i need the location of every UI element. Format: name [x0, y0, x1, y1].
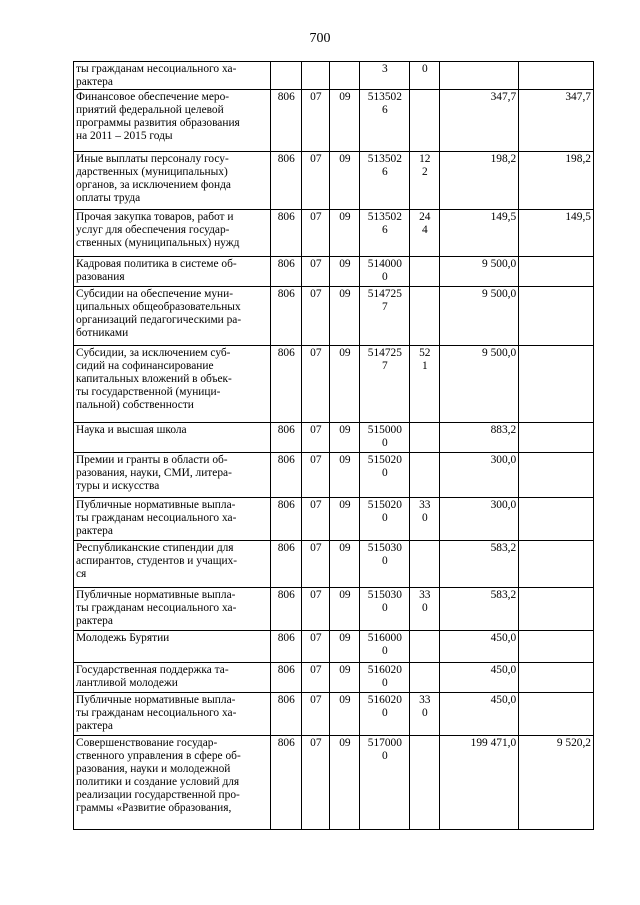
amount-cell-text: 450,0 — [490, 632, 517, 644]
subsection-code-cell — [330, 287, 360, 346]
section-code-cell — [302, 287, 330, 346]
expense-type-code-cell-text: 52 1 — [419, 347, 431, 372]
item-name-cell-text: ты гражданам несоциального ха- рактера — [76, 63, 237, 88]
subsection-code-cell — [330, 631, 360, 663]
table-row — [74, 541, 594, 588]
target-item-code-cell — [360, 736, 410, 830]
expense-type-code-cell-text: 0 — [421, 63, 428, 75]
item-name-cell-text: Премии и гранты в области об- разования, науки, СМИ, литера- туры и искусства — [76, 454, 232, 492]
table-row — [74, 453, 594, 498]
expense-type-code-cell — [410, 736, 440, 830]
item-name-cell — [74, 423, 271, 453]
expense-type-code-cell — [410, 498, 440, 541]
target-item-code-cell — [360, 287, 410, 346]
section-code-cell — [302, 631, 330, 663]
section-code-cell — [302, 210, 330, 257]
amount-cell — [440, 90, 519, 152]
table-row — [74, 693, 594, 736]
amount-cell — [440, 210, 519, 257]
expense-type-code-cell-text: 33 0 — [419, 499, 431, 524]
item-name-cell-text: Субсидии на обеспечение муни- ципальных общеобразовательных организаций педагогическими ра- ботниками — [76, 288, 242, 339]
expense-type-code-cell — [410, 90, 440, 152]
item-name-cell — [74, 541, 271, 588]
target-item-code-cell — [360, 90, 410, 152]
ministry-code-cell — [271, 90, 302, 152]
expense-type-code-cell — [410, 287, 440, 346]
item-name-cell-text: Совершенствование государ- ственного управления в сфере об- разования, науки и молодежной политики и создание условий для реализации государственной про- граммы «Развитие образования, — [76, 737, 241, 814]
subsection-code-cell — [330, 346, 360, 423]
amount-federal-cell — [519, 498, 594, 541]
item-name-cell — [74, 152, 271, 210]
section-code-cell — [302, 693, 330, 736]
target-item-code-cell-text: 514725 7 — [367, 347, 402, 372]
amount-cell — [440, 663, 519, 693]
amount-cell — [440, 62, 519, 90]
ministry-code-cell — [271, 498, 302, 541]
section-code-cell-text: 07 — [310, 258, 322, 270]
table-row — [74, 257, 594, 287]
ministry-code-cell — [271, 631, 302, 663]
subsection-code-cell-text: 09 — [339, 288, 351, 300]
section-code-cell-text: 07 — [310, 737, 322, 749]
subsection-code-cell — [330, 541, 360, 588]
expense-type-code-cell — [410, 663, 440, 693]
expense-type-code-cell — [410, 541, 440, 588]
section-code-cell-text: 07 — [310, 347, 322, 359]
section-code-cell — [302, 423, 330, 453]
target-item-code-cell — [360, 210, 410, 257]
amount-federal-cell-text: 9 520,2 — [556, 737, 591, 749]
ministry-code-cell-text: 806 — [277, 258, 295, 270]
amount-federal-cell-text: 347,7 — [565, 91, 591, 103]
table-row — [74, 588, 594, 631]
amount-cell — [440, 453, 519, 498]
ministry-code-cell — [271, 346, 302, 423]
target-item-code-cell-text: 513502 6 — [367, 211, 402, 236]
budget-table — [73, 61, 594, 830]
ministry-code-cell — [271, 588, 302, 631]
amount-federal-cell — [519, 453, 594, 498]
amount-cell — [440, 346, 519, 423]
item-name-cell — [74, 90, 271, 152]
amount-cell-text: 9 500,0 — [482, 288, 517, 300]
subsection-code-cell-text: 09 — [339, 632, 351, 644]
amount-federal-cell — [519, 736, 594, 830]
amount-cell — [440, 693, 519, 736]
target-item-code-cell-text: 515000 0 — [367, 424, 402, 449]
section-code-cell — [302, 541, 330, 588]
item-name-cell-text: Наука и высшая школа — [76, 424, 187, 436]
table-row — [74, 90, 594, 152]
section-code-cell-text: 07 — [310, 91, 322, 103]
amount-federal-cell — [519, 90, 594, 152]
amount-federal-cell-text: 198,2 — [565, 153, 591, 165]
item-name-cell-text: Публичные нормативные выпла- ты гражданам несоциального ха- рактера — [76, 589, 237, 627]
expense-type-code-cell — [410, 693, 440, 736]
target-item-code-cell-text: 514725 7 — [367, 288, 402, 313]
item-name-cell — [74, 62, 271, 90]
target-item-code-cell-text: 513502 6 — [367, 91, 402, 116]
ministry-code-cell — [271, 663, 302, 693]
target-item-code-cell-text: 516000 0 — [367, 632, 402, 657]
expense-type-code-cell — [410, 152, 440, 210]
item-name-cell — [74, 588, 271, 631]
subsection-code-cell — [330, 423, 360, 453]
amount-federal-cell — [519, 152, 594, 210]
section-code-cell-text: 07 — [310, 211, 322, 223]
amount-cell — [440, 736, 519, 830]
amount-federal-cell — [519, 693, 594, 736]
section-code-cell-text: 07 — [310, 454, 322, 466]
ministry-code-cell-text: 806 — [277, 91, 295, 103]
table-row — [74, 736, 594, 830]
amount-federal-cell-text: 149,5 — [565, 211, 591, 223]
section-code-cell-text: 07 — [310, 424, 322, 436]
subsection-code-cell-text: 09 — [339, 499, 351, 511]
expense-type-code-cell-text: 33 0 — [419, 694, 431, 719]
ministry-code-cell-text: 806 — [277, 288, 295, 300]
item-name-cell-text: Государственная поддержка та- лантливой молодежи — [76, 664, 229, 689]
ministry-code-cell — [271, 210, 302, 257]
amount-cell-text: 583,2 — [490, 542, 517, 554]
subsection-code-cell — [330, 90, 360, 152]
amount-cell-text: 9 500,0 — [482, 258, 517, 270]
amount-cell-text: 149,5 — [490, 211, 517, 223]
target-item-code-cell-text: 516020 0 — [367, 664, 402, 689]
item-name-cell — [74, 693, 271, 736]
section-code-cell — [302, 346, 330, 423]
amount-federal-cell — [519, 346, 594, 423]
ministry-code-cell-text: 806 — [277, 589, 295, 601]
expense-type-code-cell — [410, 210, 440, 257]
subsection-code-cell — [330, 152, 360, 210]
ministry-code-cell — [271, 257, 302, 287]
amount-cell-text: 9 500,0 — [482, 347, 517, 359]
amount-federal-cell — [519, 287, 594, 346]
item-name-cell-text: Молодежь Бурятии — [76, 632, 170, 644]
amount-cell — [440, 541, 519, 588]
ministry-code-cell-text: 806 — [277, 737, 295, 749]
target-item-code-cell-text: 515020 0 — [367, 454, 402, 479]
expense-type-code-cell — [410, 62, 440, 90]
amount-federal-cell — [519, 541, 594, 588]
ministry-code-cell-text: 806 — [277, 454, 295, 466]
table-row — [74, 210, 594, 257]
target-item-code-cell — [360, 541, 410, 588]
ministry-code-cell — [271, 62, 302, 90]
section-code-cell — [302, 62, 330, 90]
section-code-cell-text: 07 — [310, 589, 322, 601]
subsection-code-cell-text: 09 — [339, 424, 351, 436]
amount-cell-text: 199 471,0 — [470, 737, 517, 749]
ministry-code-cell — [271, 453, 302, 498]
ministry-code-cell-text: 806 — [277, 664, 295, 676]
target-item-code-cell — [360, 453, 410, 498]
ministry-code-cell — [271, 287, 302, 346]
subsection-code-cell — [330, 257, 360, 287]
ministry-code-cell — [271, 541, 302, 588]
expense-type-code-cell — [410, 423, 440, 453]
expense-type-code-cell — [410, 346, 440, 423]
item-name-cell — [74, 346, 271, 423]
target-item-code-cell — [360, 631, 410, 663]
subsection-code-cell-text: 09 — [339, 737, 351, 749]
amount-cell — [440, 423, 519, 453]
subsection-code-cell-text: 09 — [339, 694, 351, 706]
ministry-code-cell-text: 806 — [277, 347, 295, 359]
subsection-code-cell-text: 09 — [339, 347, 351, 359]
amount-cell-text: 583,2 — [490, 589, 517, 601]
item-name-cell — [74, 631, 271, 663]
subsection-code-cell-text: 09 — [339, 589, 351, 601]
item-name-cell-text: Иные выплаты персоналу госу- дарственных (муниципальных) органов, за исключением фонда оплаты труда — [76, 153, 231, 204]
subsection-code-cell — [330, 588, 360, 631]
target-item-code-cell — [360, 588, 410, 631]
subsection-code-cell — [330, 498, 360, 541]
item-name-cell — [74, 257, 271, 287]
subsection-code-cell-text: 09 — [339, 454, 351, 466]
ministry-code-cell-text: 806 — [277, 211, 295, 223]
target-item-code-cell-text: 515030 0 — [367, 542, 402, 567]
section-code-cell-text: 07 — [310, 664, 322, 676]
item-name-cell — [74, 736, 271, 830]
table-row — [74, 62, 594, 90]
ministry-code-cell — [271, 736, 302, 830]
target-item-code-cell — [360, 152, 410, 210]
subsection-code-cell-text: 09 — [339, 542, 351, 554]
amount-federal-cell — [519, 62, 594, 90]
ministry-code-cell-text: 806 — [277, 632, 295, 644]
target-item-code-cell-text: 516020 0 — [367, 694, 402, 719]
ministry-code-cell-text: 806 — [277, 153, 295, 165]
page-number: 700 — [309, 31, 331, 46]
amount-cell — [440, 287, 519, 346]
item-name-cell — [74, 453, 271, 498]
amount-federal-cell — [519, 423, 594, 453]
section-code-cell-text: 07 — [310, 288, 322, 300]
target-item-code-cell — [360, 693, 410, 736]
expense-type-code-cell-text: 24 4 — [419, 211, 431, 236]
amount-cell — [440, 152, 519, 210]
amount-federal-cell — [519, 588, 594, 631]
item-name-cell — [74, 210, 271, 257]
section-code-cell-text: 07 — [310, 499, 322, 511]
table-row — [74, 423, 594, 453]
expense-type-code-cell — [410, 257, 440, 287]
target-item-code-cell-text: 515030 0 — [367, 589, 402, 614]
expense-type-code-cell-text: 33 0 — [419, 589, 431, 614]
expense-type-code-cell — [410, 631, 440, 663]
target-item-code-cell-text: 517000 0 — [367, 737, 402, 762]
subsection-code-cell-text: 09 — [339, 211, 351, 223]
section-code-cell — [302, 588, 330, 631]
section-code-cell — [302, 736, 330, 830]
table-row — [74, 287, 594, 346]
target-item-code-cell — [360, 498, 410, 541]
section-code-cell — [302, 498, 330, 541]
item-name-cell — [74, 287, 271, 346]
target-item-code-cell — [360, 257, 410, 287]
subsection-code-cell — [330, 693, 360, 736]
table-row — [74, 663, 594, 693]
subsection-code-cell — [330, 736, 360, 830]
target-item-code-cell-text: 3 — [381, 63, 388, 75]
expense-type-code-cell — [410, 453, 440, 498]
subsection-code-cell — [330, 453, 360, 498]
amount-cell-text: 198,2 — [490, 153, 517, 165]
section-code-cell — [302, 663, 330, 693]
item-name-cell-text: Публичные нормативные выпла- ты гражданам несоциального ха- рактера — [76, 694, 237, 732]
expense-type-code-cell — [410, 588, 440, 631]
amount-cell — [440, 257, 519, 287]
expense-type-code-cell-text: 12 2 — [419, 153, 431, 178]
target-item-code-cell — [360, 663, 410, 693]
amount-cell-text: 450,0 — [490, 694, 517, 706]
target-item-code-cell-text: 515020 0 — [367, 499, 402, 524]
amount-federal-cell — [519, 210, 594, 257]
target-item-code-cell-text: 514000 0 — [367, 258, 402, 283]
section-code-cell-text: 07 — [310, 153, 322, 165]
target-item-code-cell-text: 513502 6 — [367, 153, 402, 178]
amount-federal-cell — [519, 631, 594, 663]
subsection-code-cell — [330, 62, 360, 90]
table-row — [74, 498, 594, 541]
ministry-code-cell — [271, 152, 302, 210]
amount-cell-text: 883,2 — [490, 424, 517, 436]
subsection-code-cell-text: 09 — [339, 258, 351, 270]
table-row — [74, 346, 594, 423]
target-item-code-cell — [360, 346, 410, 423]
table-row — [74, 152, 594, 210]
section-code-cell-text: 07 — [310, 694, 322, 706]
target-item-code-cell — [360, 423, 410, 453]
amount-federal-cell — [519, 257, 594, 287]
amount-federal-cell — [519, 663, 594, 693]
amount-cell-text: 347,7 — [490, 91, 517, 103]
amount-cell — [440, 588, 519, 631]
table-row — [74, 631, 594, 663]
item-name-cell — [74, 663, 271, 693]
amount-cell-text: 450,0 — [490, 664, 517, 676]
ministry-code-cell — [271, 693, 302, 736]
item-name-cell-text: Республиканские стипендии для аспирантов, студентов и учащих- ся — [76, 542, 238, 580]
ministry-code-cell-text: 806 — [277, 694, 295, 706]
section-code-cell-text: 07 — [310, 632, 322, 644]
ministry-code-cell-text: 806 — [277, 542, 295, 554]
subsection-code-cell-text: 09 — [339, 91, 351, 103]
ministry-code-cell-text: 806 — [277, 424, 295, 436]
ministry-code-cell — [271, 423, 302, 453]
section-code-cell-text: 07 — [310, 542, 322, 554]
section-code-cell — [302, 90, 330, 152]
subsection-code-cell-text: 09 — [339, 153, 351, 165]
item-name-cell-text: Кадровая политика в системе об- разования — [76, 258, 237, 283]
subsection-code-cell — [330, 210, 360, 257]
item-name-cell-text: Публичные нормативные выпла- ты гражданам несоциального ха- рактера — [76, 499, 237, 537]
amount-cell-text: 300,0 — [490, 499, 517, 511]
table-body — [74, 62, 594, 830]
subsection-code-cell-text: 09 — [339, 664, 351, 676]
amount-cell-text: 300,0 — [490, 454, 517, 466]
item-name-cell-text: Прочая закупка товаров, работ и услуг для обеспечения государ- ственных (муниципальных) нужд — [76, 211, 240, 249]
target-item-code-cell — [360, 62, 410, 90]
subsection-code-cell — [330, 663, 360, 693]
amount-cell — [440, 498, 519, 541]
section-code-cell — [302, 257, 330, 287]
section-code-cell — [302, 453, 330, 498]
item-name-cell — [74, 498, 271, 541]
item-name-cell-text: Субсидии, за исключением суб- сидий на софинансирование капитальных вложений в объек- ты государственной (муници- пальной) собственности — [76, 347, 232, 411]
amount-cell — [440, 631, 519, 663]
ministry-code-cell-text: 806 — [277, 499, 295, 511]
item-name-cell-text: Финансовое обеспечение меро- приятий федеральной целевой программы развития образования на 2011 – 2015 годы — [76, 91, 240, 142]
section-code-cell — [302, 152, 330, 210]
